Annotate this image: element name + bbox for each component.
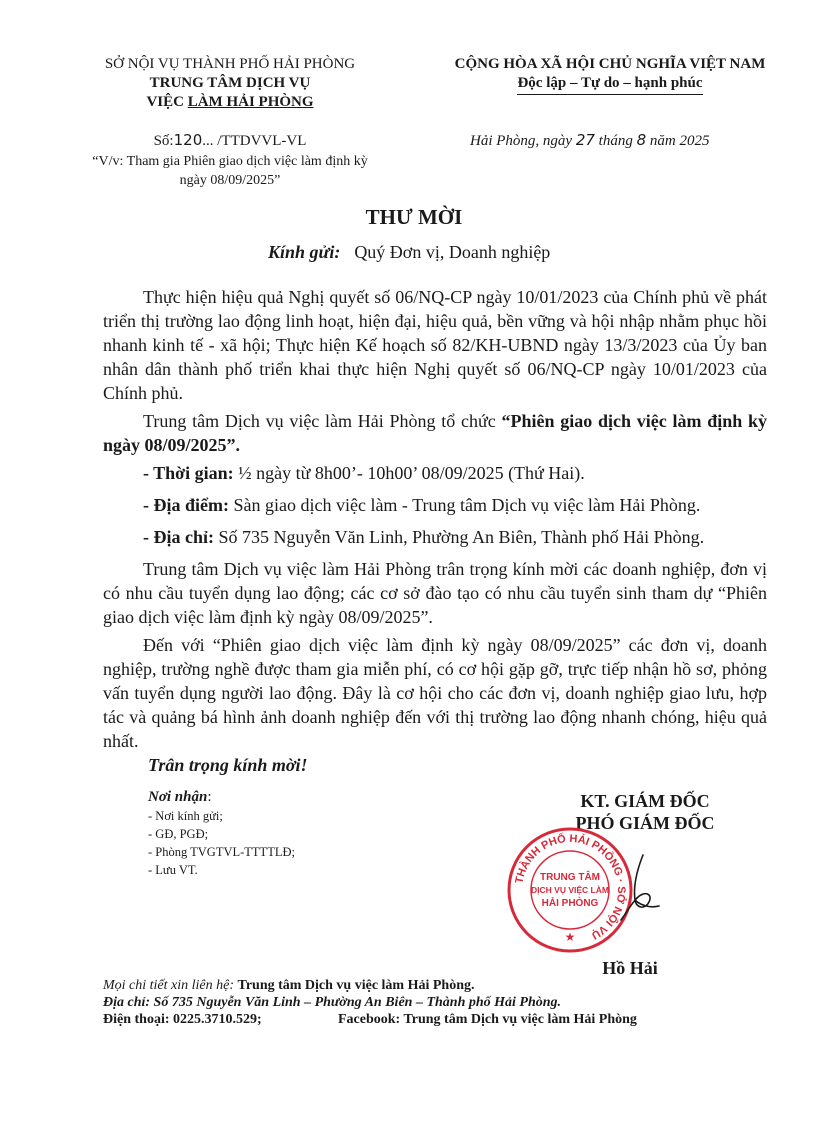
stamp-center-line1: TRUNG TÂM <box>540 872 600 883</box>
recipients-block: Nơi nhận: - Nơi kính gửi; - GĐ, PGĐ; - Phòng TVGTVL-TTTTLĐ; - Lưu VT. <box>148 789 295 877</box>
handwritten-number: 120 <box>173 131 203 149</box>
addressee-value: Quý Đơn vị, Doanh nghiệp <box>354 242 551 262</box>
letter-body <box>103 285 767 757</box>
national-header <box>420 55 800 95</box>
issuer-block <box>60 55 400 112</box>
signer-name: Hồ Hải <box>602 958 658 978</box>
recipient-item: - Phòng TVGTVL-TTTTLĐ; <box>148 845 295 859</box>
issuer-center-line2: VIỆC LÀM HẢI PHÒNG <box>146 94 314 110</box>
contact-line: Mọi chi tiết xin liên hệ: Trung tâm Dịch vụ việc làm Hải Phòng. <box>103 978 475 993</box>
issuer-center: TRUNG TÂM DỊCH VỤ <box>149 75 311 91</box>
national-title: CỘNG HÒA XÃ HỘI CHỦ NGHĨA VIỆT NAM <box>454 56 766 72</box>
document-number: Số:120... /TTDVVL-VL <box>153 131 307 149</box>
recipients-heading: Nơi nhận <box>148 789 208 805</box>
signatory-title: KT. GIÁM ĐỐC PHÓ GIÁM ĐỐC <box>575 791 715 833</box>
paragraph-3: Trung tâm Dịch vụ việc làm Hải Phòng trân trọng kính mời các doanh nghiệp, đơn vị có nhu cầu tuyển dụng lao động; các cơ sở đào tạo có nhu cầu tuyển sinh tham dự “Phiên giao dịch việc làm định kỳ ngày 08/09/2025”. <box>103 559 767 627</box>
closing-line: Trân trọng kính mời! <box>148 755 308 775</box>
contact-facebook: Facebook: Trung tâm Dịch vụ việc làm Hải Phòng <box>338 1012 637 1027</box>
national-motto: Độc lập – Tự do – hạnh phúc <box>517 74 702 95</box>
contact-footer <box>103 977 637 1028</box>
handwritten-day: 27 <box>575 131 595 149</box>
handwritten-signature <box>615 850 665 930</box>
stamp-center-line3: HẢI PHÒNG <box>541 898 599 909</box>
subject-line: “V/v: Tham gia Phiên giao dịch việc làm định kỳ ngày 08/09/2025” <box>92 154 368 188</box>
handwritten-month: 8 <box>636 131 647 149</box>
recipient-item: - GĐ, PGĐ; <box>148 827 209 841</box>
document-date: Hải Phòng, ngày 27 tháng 8 năm 2025 <box>470 131 710 149</box>
contact-phone: Điện thoại: 0225.3710.529; <box>103 1012 262 1027</box>
recipient-item: - Nơi kính gửi; <box>148 809 223 823</box>
paragraph-4: Đến với “Phiên giao dịch việc làm định kỳ ngày 08/09/2025” các đơn vị, doanh nghiệp, trường nghề được tham gia miễn phí, có cơ hội gặp gỡ, trực tiếp nhận hồ sơ, phỏng vấn tuyển dụng người lao động. Đây là cơ hội cho các đơn vị, doanh nghiệp giao lưu, hợp tác và quảng bá hình ảnh doanh nghiệp đến với thị trường lao động nhanh chóng, hiệu quả nhất. <box>103 635 767 751</box>
addressee-label: Kính gửi: <box>268 242 341 262</box>
recipient-item: - Lưu VT. <box>148 863 198 877</box>
stamp-center-line2: DỊCH VỤ VIỆC LÀM <box>531 885 609 895</box>
contact-address: Địa chỉ: Số 735 Nguyễn Văn Linh – Phường An Biên – Thành phố Hải Phòng. <box>103 995 562 1010</box>
event-place: - Địa điểm: Sàn giao dịch việc làm - Trung tâm Dịch vụ việc làm Hải Phòng. <box>143 495 701 515</box>
event-time: - Thời gian: ½ ngày từ 8h00’- 10h00’ 08/09/2025 (Thứ Hai). <box>143 463 585 483</box>
paragraph-1: Thực hiện hiệu quả Nghị quyết số 06/NQ-CP ngày 10/01/2023 của Chính phủ về phát triển thị trường lao động linh hoạt, hiện đại, hiệu quả, bền vững và hội nhập nhằm phục hồi nhanh kinh tế - xã hội; Thực hiện Kế hoạch số 82/KH-UBND ngày 13/3/2023 của Ủy ban nhân dân thành phố triển khai thực hiện Nghị quyết số 06/NQ-CP ngày 10/01/2023 của Chính phủ. <box>103 287 767 403</box>
paragraph-2: Trung tâm Dịch vụ việc làm Hải Phòng tổ chức “Phiên giao dịch việc làm định kỳ ngày 08/09/2025”. <box>103 411 767 455</box>
addressee <box>268 242 550 263</box>
stamp-ring-text: THÀNH PHỐ HẢI PHÒNG · SỞ NỘI VỤ <box>513 832 628 942</box>
issuer-ministry: SỞ NỘI VỤ THÀNH PHỐ HẢI PHÒNG <box>104 56 356 72</box>
document-title: THƯ MỜI <box>365 205 463 229</box>
stamp-star-icon: ★ <box>564 930 576 944</box>
event-address: - Địa chỉ: Số 735 Nguyễn Văn Linh, Phường An Biên, Thành phố Hải Phòng. <box>143 527 705 547</box>
